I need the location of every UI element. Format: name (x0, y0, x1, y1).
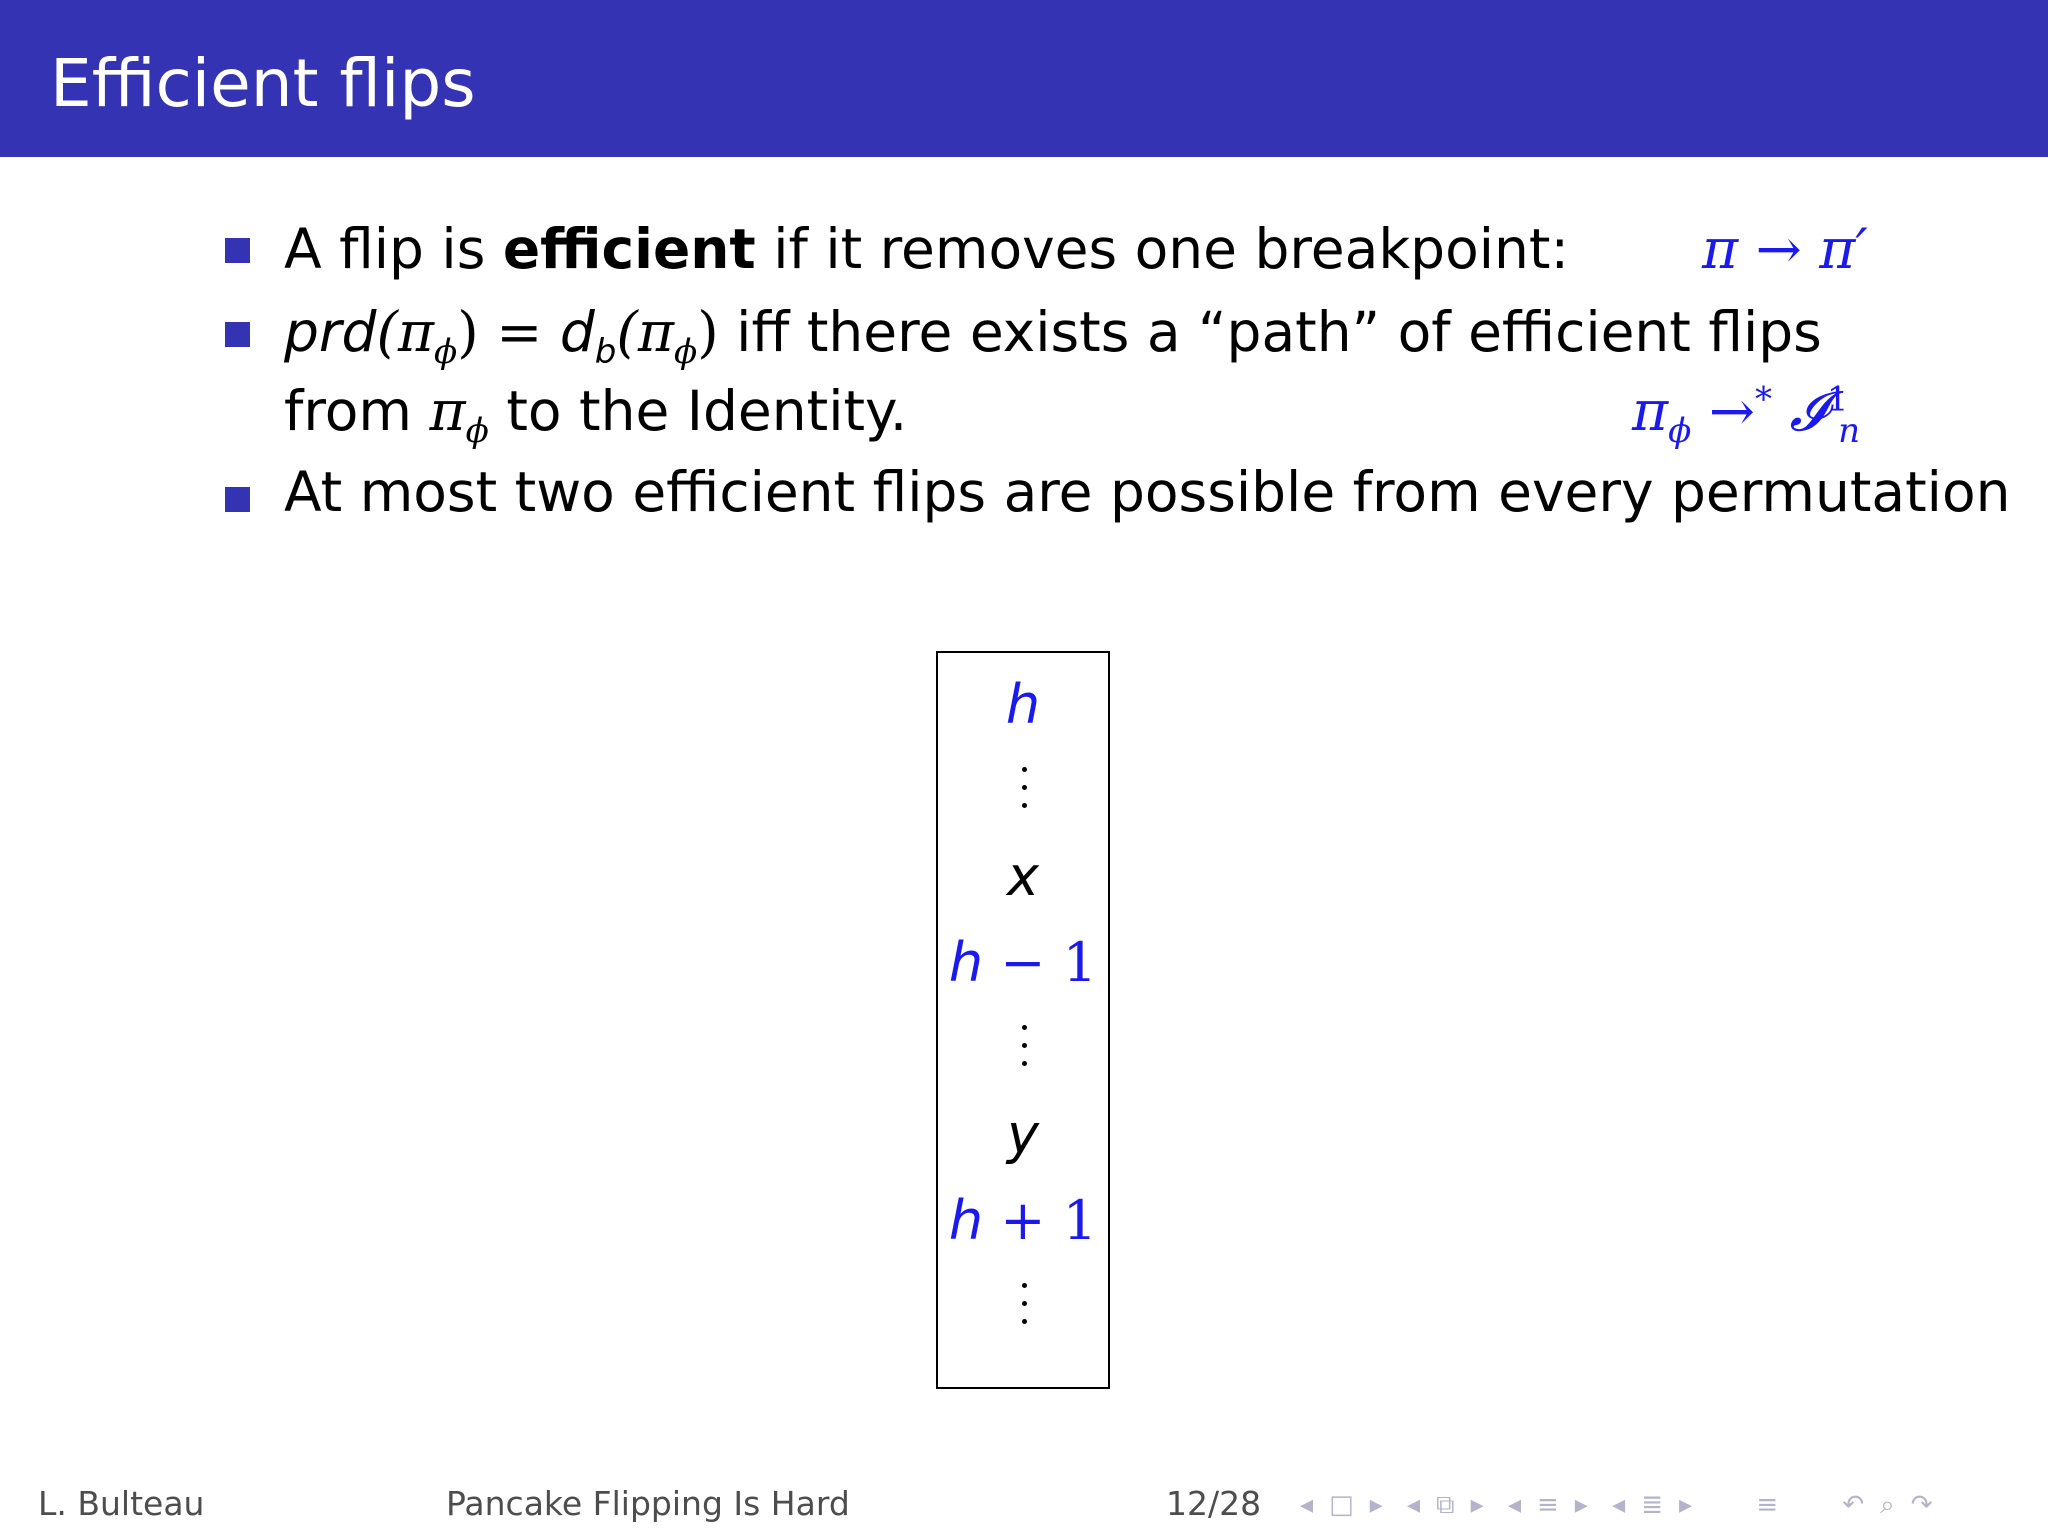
bullet-3-text: At most two efficient flips are possible from every permutation (284, 460, 2011, 524)
footer-page-number: 12/28 (1166, 1484, 1262, 1523)
line2-pre: from (284, 379, 430, 443)
subsection-next-icon[interactable]: ▸ (1470, 1490, 1484, 1520)
stack-item-var: h (948, 931, 984, 994)
equals-sign: = (478, 300, 560, 364)
stack-item-op: + (983, 1189, 1063, 1252)
right-star: * (1754, 379, 1773, 420)
dot (1022, 803, 1027, 808)
bullet-marker (225, 322, 250, 347)
beamer-nav-bar (1300, 1488, 1949, 1522)
right-identity-sub: n (1838, 411, 1861, 451)
stack-item (938, 1105, 1108, 1165)
toc-icon[interactable]: ≡ (1756, 1490, 1779, 1520)
right-arrow: → (1691, 379, 1755, 443)
stack-item-op: − (983, 931, 1063, 994)
bullet-2-text: iff there exists a “path” of efficient flips (718, 300, 1822, 364)
slide-title: Efficient flips (50, 45, 476, 122)
section-next-icon[interactable]: ▸ (1574, 1490, 1588, 1520)
stack-item (938, 675, 1108, 735)
doc-prev-icon[interactable]: ◂ (1612, 1490, 1626, 1520)
bullet-1-bold: efficient (502, 217, 756, 281)
frame-icon[interactable]: □ (1329, 1490, 1354, 1520)
back-icon[interactable]: ↶ (1842, 1490, 1865, 1520)
prd-function: prd (284, 300, 377, 364)
bullet-1-math (1702, 217, 1868, 281)
dot (1022, 1301, 1027, 1306)
stack-item-num: 1 (1062, 931, 1098, 994)
rhs-arg: (π (616, 300, 674, 364)
lhs-sub: ϕ (434, 332, 458, 372)
doc-icon[interactable]: ≣ (1641, 1490, 1663, 1520)
lhs-arg: (π (376, 300, 435, 364)
section-icon[interactable]: ≡ (1537, 1490, 1559, 1520)
forward-icon[interactable]: ↷ (1910, 1490, 1933, 1520)
dot (1022, 1025, 1027, 1030)
line2-post: to the Identity. (488, 379, 908, 443)
bullet-1-post: if it removes one breakpoint: (755, 217, 1569, 281)
stack-item-num: 1 (1062, 1189, 1098, 1252)
bullet-1-text (284, 217, 1569, 281)
stack-item-var: h (948, 1189, 984, 1252)
bullet-2-math (1632, 379, 1861, 451)
bullet-1-pre: A flip is (284, 217, 503, 281)
doc-next-icon[interactable]: ▸ (1678, 1490, 1693, 1520)
subsection-icon[interactable]: ⧉ (1436, 1490, 1455, 1520)
bullet-1-math-expr: π → π′ (1702, 217, 1868, 281)
line2-pi: π (429, 379, 466, 443)
search-icon[interactable]: ⌕ (1880, 1490, 1895, 1520)
bullet-marker (225, 238, 250, 263)
right-identity-sup: 1 (1826, 379, 1849, 420)
section-prev-icon[interactable]: ◂ (1507, 1490, 1521, 1520)
dot (1022, 1043, 1027, 1048)
footer-talk-title: Pancake Flipping Is Hard (446, 1484, 850, 1523)
stack-vdots (938, 1277, 1108, 1337)
db-function: d (559, 300, 595, 364)
stack-item (938, 847, 1108, 907)
footer-author: L. Bulteau (38, 1484, 205, 1523)
rhs-close: ) (697, 300, 719, 364)
dot (1022, 1319, 1027, 1324)
stack-vdots (938, 761, 1108, 821)
stack-item (938, 933, 1108, 993)
subsection-prev-icon[interactable]: ◂ (1406, 1490, 1421, 1520)
db-sub: b (594, 332, 617, 372)
stack-item-var: x (1007, 845, 1039, 908)
bullet-marker (225, 487, 250, 512)
stack-item-var: h (1005, 673, 1041, 736)
stack-item-var: y (1007, 1103, 1039, 1166)
line2-sub: ϕ (465, 411, 489, 451)
right-identity: 𝓘 (1772, 379, 1827, 443)
stack-vdots (938, 1019, 1108, 1079)
frame-prev-icon[interactable]: ◂ (1300, 1490, 1314, 1520)
dot (1022, 767, 1027, 772)
dot (1022, 1061, 1027, 1066)
lhs-close: ) (457, 300, 479, 364)
bullet-2-line-1 (284, 300, 1822, 372)
rhs-sub: ϕ (673, 332, 698, 372)
title-bar (0, 0, 2048, 157)
right-pi: π (1632, 379, 1669, 443)
frame-next-icon[interactable]: ▸ (1369, 1490, 1383, 1520)
dot (1022, 1283, 1027, 1288)
pancake-stack-box (936, 651, 1110, 1389)
dot (1022, 785, 1027, 790)
stack-item (938, 1191, 1108, 1251)
right-pi-sub: ϕ (1668, 411, 1692, 451)
bullet-2-line-2 (284, 379, 908, 451)
